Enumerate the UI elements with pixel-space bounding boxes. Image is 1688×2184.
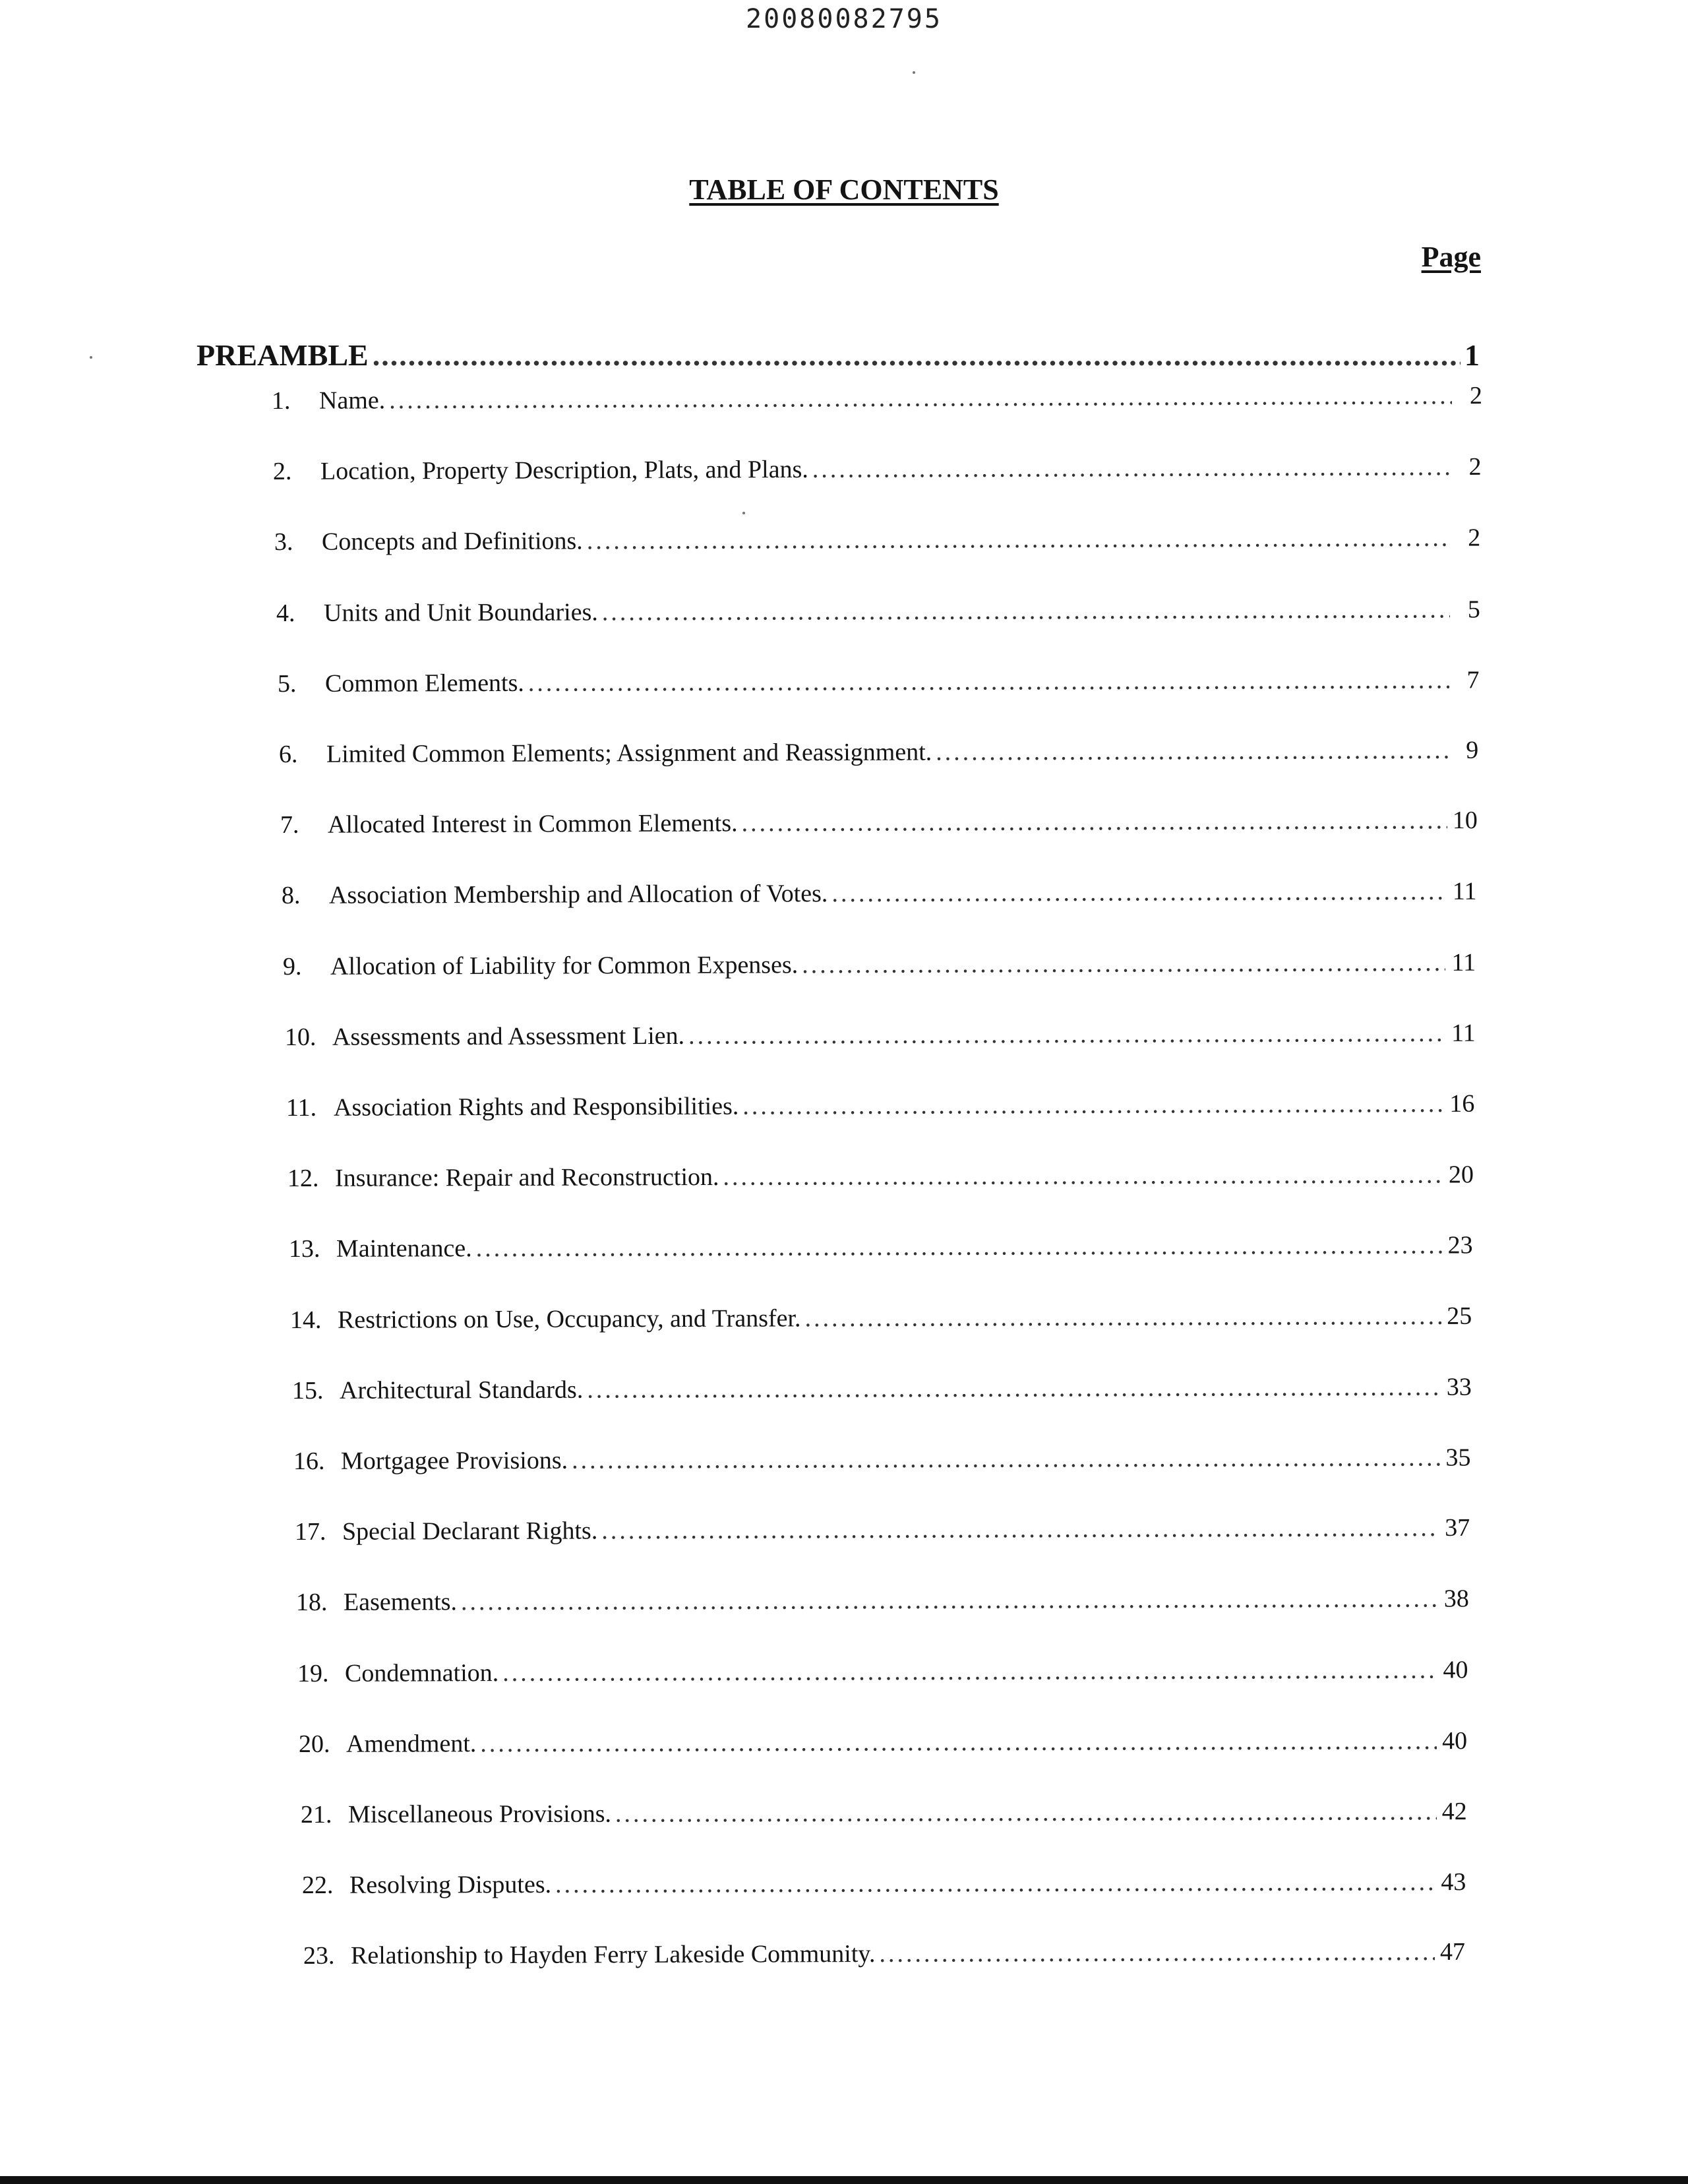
toc-entry bbox=[279, 736, 1478, 769]
entry-number: 23. bbox=[303, 1942, 335, 1970]
dot-leader bbox=[601, 1513, 1439, 1545]
entry-number: 4. bbox=[276, 599, 295, 627]
dot-leader bbox=[742, 806, 1447, 837]
entry-title: Amendment. bbox=[346, 1730, 477, 1758]
entry-page-number: 38 bbox=[1443, 1585, 1469, 1613]
entry-title: Restrictions on Use, Occupancy, and Transfer. bbox=[338, 1304, 801, 1334]
entry-title: Allocated Interest in Common Elements. bbox=[327, 809, 738, 839]
entry-page-number: 40 bbox=[1442, 1726, 1468, 1755]
entry-title: Miscellaneous Provisions. bbox=[347, 1800, 611, 1829]
dot-leader bbox=[476, 1231, 1443, 1263]
dot-leader bbox=[615, 1797, 1437, 1828]
entry-title: Name. bbox=[318, 386, 386, 415]
toc-preamble-line bbox=[196, 338, 1480, 373]
entry-title: Association Rights and Responsibilities. bbox=[333, 1092, 739, 1122]
dot-leader bbox=[528, 665, 1449, 697]
toc-entry bbox=[287, 1161, 1474, 1194]
entry-page-number: 10 bbox=[1452, 806, 1478, 835]
entry-title: Limited Common Elements; Assignment and Reassignment. bbox=[326, 738, 932, 768]
entry-page-number: 11 bbox=[1453, 878, 1477, 906]
dot-leader bbox=[742, 1089, 1444, 1121]
dot-leader bbox=[373, 338, 1461, 373]
entry-number: 17. bbox=[294, 1518, 326, 1546]
entry-number: 1. bbox=[271, 386, 291, 415]
entry-title: Relationship to Hayden Ferry Lakeside Community. bbox=[350, 1940, 876, 1970]
entry-number: 11. bbox=[286, 1093, 316, 1122]
entry-title: Common Elements. bbox=[324, 669, 524, 698]
entry-number: 6. bbox=[278, 740, 298, 768]
entry-number: 7. bbox=[280, 811, 299, 839]
entry-number: 8. bbox=[282, 882, 301, 910]
dot-leader bbox=[812, 452, 1451, 484]
dot-leader bbox=[936, 736, 1448, 767]
entry-number: 15. bbox=[291, 1376, 324, 1405]
toc-entry bbox=[278, 665, 1480, 698]
toc-entry bbox=[285, 1018, 1476, 1051]
dot-leader bbox=[461, 1585, 1439, 1617]
dot-leader bbox=[802, 948, 1446, 979]
entry-page-number: 35 bbox=[1445, 1443, 1471, 1472]
entry-number: 10. bbox=[284, 1023, 316, 1051]
entry-number: 12. bbox=[287, 1165, 319, 1193]
page-column-header: Page bbox=[1421, 241, 1481, 273]
toc-entry bbox=[280, 806, 1478, 839]
entry-title: Easements. bbox=[344, 1588, 458, 1617]
dot-leader bbox=[832, 877, 1447, 908]
entry-page-number: 2 bbox=[1468, 524, 1481, 553]
entry-number: 21. bbox=[300, 1800, 332, 1829]
preamble-page-number: 1 bbox=[1464, 338, 1480, 372]
dot-leader bbox=[587, 524, 1451, 556]
entry-number: 13. bbox=[289, 1235, 320, 1263]
toc-entry bbox=[289, 1231, 1473, 1264]
entry-page-number: 37 bbox=[1444, 1513, 1470, 1542]
toc-entry bbox=[299, 1726, 1467, 1759]
entry-page-number: 20 bbox=[1448, 1161, 1474, 1189]
preamble-label: PREAMBLE bbox=[196, 338, 369, 372]
dot-leader bbox=[481, 1726, 1437, 1758]
entry-page-number: 5 bbox=[1467, 595, 1480, 623]
entry-number: 20. bbox=[299, 1730, 331, 1758]
entry-page-number: 9 bbox=[1465, 736, 1479, 764]
entry-title: Concepts and Definitions. bbox=[322, 527, 584, 557]
entry-title: Mortgagee Provisions. bbox=[340, 1446, 568, 1475]
dot-leader bbox=[601, 595, 1449, 626]
entry-title: Condemnation. bbox=[345, 1658, 499, 1687]
toc-entry bbox=[293, 1443, 1471, 1476]
entry-number: 2. bbox=[273, 458, 292, 486]
entry-title: Insurance: Repair and Reconstruction. bbox=[334, 1163, 719, 1192]
document-number: 20080082795 bbox=[746, 4, 942, 34]
entry-page-number: 42 bbox=[1441, 1798, 1467, 1826]
scan-speck bbox=[913, 71, 915, 74]
entry-number: 16. bbox=[293, 1447, 325, 1475]
entry-page-number: 43 bbox=[1441, 1868, 1466, 1896]
entry-page-number: 11 bbox=[1451, 1019, 1476, 1047]
dot-leader bbox=[723, 1161, 1443, 1192]
entry-page-number: 2 bbox=[1468, 453, 1482, 481]
entry-number: 5. bbox=[277, 669, 297, 698]
toc-entry bbox=[302, 1867, 1466, 1900]
dot-leader bbox=[555, 1867, 1435, 1899]
entry-page-number: 23 bbox=[1447, 1231, 1473, 1259]
toc-entry bbox=[272, 381, 1482, 415]
entry-title: Allocation of Liability for Common Expenses. bbox=[330, 950, 799, 981]
entry-title: Special Declarant Rights. bbox=[342, 1517, 598, 1546]
scan-speck bbox=[742, 512, 745, 514]
entry-page-number: 33 bbox=[1446, 1373, 1472, 1401]
dot-leader bbox=[587, 1372, 1441, 1404]
page-title: TABLE OF CONTENTS bbox=[689, 173, 999, 206]
entry-title: Location, Property Description, Plats, and Plans. bbox=[320, 456, 809, 485]
entry-number: 3. bbox=[274, 528, 293, 557]
dot-leader bbox=[805, 1301, 1442, 1332]
entry-number: 22. bbox=[301, 1871, 334, 1900]
entry-title: Resolving Disputes. bbox=[349, 1871, 551, 1899]
scan-speck bbox=[90, 356, 92, 359]
entry-number: 18. bbox=[296, 1589, 328, 1617]
toc-entry bbox=[276, 595, 1480, 628]
entry-number: 14. bbox=[290, 1306, 322, 1334]
toc-entry bbox=[301, 1797, 1467, 1829]
toc-entry bbox=[282, 877, 1477, 910]
entry-page-number: 2 bbox=[1469, 381, 1483, 410]
toc-entry bbox=[291, 1372, 1471, 1405]
entry-title: Units and Unit Boundaries. bbox=[323, 598, 598, 627]
entry-title: Maintenance. bbox=[336, 1234, 472, 1263]
entry-title: Association Membership and Allocation of Votes. bbox=[329, 880, 828, 910]
entry-number: 9. bbox=[283, 952, 303, 981]
toc-entry bbox=[273, 452, 1482, 486]
dot-leader bbox=[572, 1443, 1441, 1475]
scan-edge-bar bbox=[0, 2176, 1688, 2184]
toc-entry bbox=[274, 524, 1480, 557]
toc-entry bbox=[283, 948, 1476, 981]
entry-title: Assessments and Assessment Lien. bbox=[332, 1021, 684, 1051]
entry-page-number: 47 bbox=[1439, 1938, 1466, 1966]
toc-entry bbox=[297, 1655, 1468, 1688]
entry-page-number: 25 bbox=[1447, 1302, 1472, 1330]
toc-entry bbox=[286, 1089, 1475, 1122]
dot-leader bbox=[688, 1019, 1445, 1050]
entry-page-number: 11 bbox=[1451, 948, 1476, 977]
toc-entry bbox=[296, 1585, 1469, 1618]
entry-number: 19. bbox=[297, 1659, 329, 1687]
toc-entry bbox=[303, 1937, 1465, 1970]
entry-page-number: 7 bbox=[1466, 666, 1480, 694]
toc-entry bbox=[290, 1301, 1472, 1334]
entry-page-number: 16 bbox=[1449, 1089, 1475, 1118]
dot-leader bbox=[879, 1937, 1435, 1968]
toc-entry bbox=[295, 1513, 1470, 1546]
dot-leader bbox=[502, 1655, 1437, 1687]
entry-title: Architectural Standards. bbox=[339, 1376, 583, 1405]
dot-leader bbox=[389, 381, 1452, 415]
entry-page-number: 40 bbox=[1443, 1656, 1468, 1684]
